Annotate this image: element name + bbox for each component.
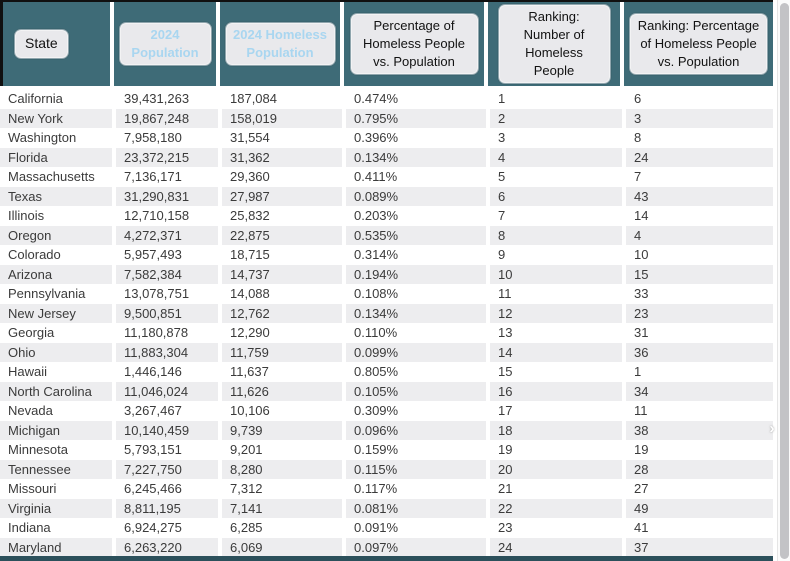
cell-rank-number: 17 bbox=[490, 401, 622, 421]
cell-percentage: 0.089% bbox=[346, 187, 486, 207]
cell-percentage: 0.091% bbox=[346, 518, 486, 538]
table-row bbox=[0, 284, 773, 304]
cell-rank-number: 19 bbox=[490, 440, 622, 460]
cell-state: Nevada bbox=[0, 401, 112, 421]
cell-rank-number: 12 bbox=[490, 304, 622, 324]
cell-percentage: 0.314% bbox=[346, 245, 486, 265]
cell-rank-percentage: 3 bbox=[626, 109, 773, 129]
table-row bbox=[0, 226, 773, 246]
cell-population: 19,867,248 bbox=[116, 109, 218, 129]
cell-percentage: 0.134% bbox=[346, 148, 486, 168]
population-column-header-button[interactable]: 2024 Population bbox=[119, 22, 212, 66]
cell-population: 4,272,371 bbox=[116, 226, 218, 246]
cell-percentage: 0.096% bbox=[346, 421, 486, 441]
cell-rank-percentage: 24 bbox=[626, 148, 773, 168]
cell-rank-percentage: 34 bbox=[626, 382, 773, 402]
cell-percentage: 0.134% bbox=[346, 304, 486, 324]
homeless-population-column-header-button[interactable]: 2024 Homeless Population bbox=[225, 22, 336, 66]
cell-population: 7,227,750 bbox=[116, 460, 218, 480]
cell-state: Minnesota bbox=[0, 440, 112, 460]
bottom-divider-bar bbox=[0, 556, 773, 561]
table-row bbox=[0, 538, 773, 558]
table-row bbox=[0, 362, 773, 382]
cell-rank-number: 24 bbox=[490, 538, 622, 558]
cell-homeless-population: 7,312 bbox=[222, 479, 342, 499]
cell-rank-number: 21 bbox=[490, 479, 622, 499]
cell-state: Washington bbox=[0, 128, 112, 148]
cell-homeless-population: 14,088 bbox=[222, 284, 342, 304]
table-row bbox=[0, 323, 773, 343]
table-row bbox=[0, 382, 773, 402]
cell-rank-percentage: 37 bbox=[626, 538, 773, 558]
cell-population: 13,078,751 bbox=[116, 284, 218, 304]
table-row bbox=[0, 343, 773, 363]
cell-percentage: 0.105% bbox=[346, 382, 486, 402]
cell-rank-number: 23 bbox=[490, 518, 622, 538]
cell-state: Arizona bbox=[0, 265, 112, 285]
cell-rank-number: 3 bbox=[490, 128, 622, 148]
cell-population: 11,180,878 bbox=[116, 323, 218, 343]
cell-population: 7,136,171 bbox=[116, 167, 218, 187]
cell-homeless-population: 8,280 bbox=[222, 460, 342, 480]
cell-state: Georgia bbox=[0, 323, 112, 343]
cell-percentage: 0.110% bbox=[346, 323, 486, 343]
cell-population: 31,290,831 bbox=[116, 187, 218, 207]
cell-rank-percentage: 6 bbox=[626, 89, 773, 109]
table-body bbox=[0, 89, 773, 557]
cell-rank-number: 11 bbox=[490, 284, 622, 304]
cell-rank-percentage: 23 bbox=[626, 304, 773, 324]
cell-percentage: 0.099% bbox=[346, 343, 486, 363]
cell-homeless-population: 9,739 bbox=[222, 421, 342, 441]
cell-population: 9,500,851 bbox=[116, 304, 218, 324]
cell-percentage: 0.396% bbox=[346, 128, 486, 148]
cell-percentage: 0.159% bbox=[346, 440, 486, 460]
cell-rank-number: 4 bbox=[490, 148, 622, 168]
cell-rank-percentage: 1 bbox=[626, 362, 773, 382]
table-row bbox=[0, 460, 773, 480]
table-row bbox=[0, 401, 773, 421]
cell-rank-percentage: 7 bbox=[626, 167, 773, 187]
cell-state: Pennsylvania bbox=[0, 284, 112, 304]
cell-percentage: 0.805% bbox=[346, 362, 486, 382]
cell-rank-percentage: 36 bbox=[626, 343, 773, 363]
cell-homeless-population: 187,084 bbox=[222, 89, 342, 109]
cell-rank-number: 6 bbox=[490, 187, 622, 207]
cell-rank-percentage: 38 bbox=[626, 421, 773, 441]
cell-rank-number: 8 bbox=[490, 226, 622, 246]
cell-population: 5,957,493 bbox=[116, 245, 218, 265]
cell-rank-percentage: 28 bbox=[626, 460, 773, 480]
table-row bbox=[0, 206, 773, 226]
cell-rank-number: 1 bbox=[490, 89, 622, 109]
cell-rank-percentage: 14 bbox=[626, 206, 773, 226]
cell-homeless-population: 22,875 bbox=[222, 226, 342, 246]
cell-homeless-population: 6,285 bbox=[222, 518, 342, 538]
table-row bbox=[0, 479, 773, 499]
cell-rank-number: 18 bbox=[490, 421, 622, 441]
cell-homeless-population: 27,987 bbox=[222, 187, 342, 207]
cell-rank-percentage: 27 bbox=[626, 479, 773, 499]
cell-population: 5,793,151 bbox=[116, 440, 218, 460]
cell-homeless-population: 12,762 bbox=[222, 304, 342, 324]
cell-rank-number: 13 bbox=[490, 323, 622, 343]
cell-population: 1,446,146 bbox=[116, 362, 218, 382]
cell-homeless-population: 6,069 bbox=[222, 538, 342, 558]
cell-population: 6,924,275 bbox=[116, 518, 218, 538]
cell-state: Oregon bbox=[0, 226, 112, 246]
cell-rank-percentage: 49 bbox=[626, 499, 773, 519]
cell-population: 11,883,304 bbox=[116, 343, 218, 363]
cell-state: Tennessee bbox=[0, 460, 112, 480]
cell-rank-number: 9 bbox=[490, 245, 622, 265]
cell-state: Florida bbox=[0, 148, 112, 168]
cell-rank-number: 15 bbox=[490, 362, 622, 382]
cell-percentage: 0.535% bbox=[346, 226, 486, 246]
cell-population: 6,245,466 bbox=[116, 479, 218, 499]
table-row bbox=[0, 109, 773, 129]
cell-state: Michigan bbox=[0, 421, 112, 441]
scrollbar-thumb[interactable] bbox=[780, 3, 789, 559]
table-header-row bbox=[0, 0, 773, 86]
table-row bbox=[0, 265, 773, 285]
cell-percentage: 0.115% bbox=[346, 460, 486, 480]
cell-homeless-population: 10,106 bbox=[222, 401, 342, 421]
cell-rank-percentage: 41 bbox=[626, 518, 773, 538]
header-col-rank-number bbox=[488, 2, 620, 86]
cell-homeless-population: 158,019 bbox=[222, 109, 342, 129]
cell-homeless-population: 11,626 bbox=[222, 382, 342, 402]
cell-rank-number: 7 bbox=[490, 206, 622, 226]
table-row bbox=[0, 148, 773, 168]
chevron-right-icon[interactable]: › bbox=[769, 420, 775, 437]
cell-population: 23,372,215 bbox=[116, 148, 218, 168]
vertical-scrollbar[interactable] bbox=[777, 0, 790, 561]
cell-percentage: 0.081% bbox=[346, 499, 486, 519]
cell-homeless-population: 11,637 bbox=[222, 362, 342, 382]
cell-rank-number: 2 bbox=[490, 109, 622, 129]
cell-percentage: 0.117% bbox=[346, 479, 486, 499]
cell-population: 8,811,195 bbox=[116, 499, 218, 519]
cell-homeless-population: 18,715 bbox=[222, 245, 342, 265]
cell-percentage: 0.203% bbox=[346, 206, 486, 226]
cell-rank-percentage: 11 bbox=[626, 401, 773, 421]
table-row bbox=[0, 518, 773, 538]
cell-percentage: 0.108% bbox=[346, 284, 486, 304]
cell-homeless-population: 25,832 bbox=[222, 206, 342, 226]
cell-population: 10,140,459 bbox=[116, 421, 218, 441]
percentage-column-header-button[interactable]: Percentage of Homeless People vs. Population bbox=[350, 13, 479, 76]
cell-rank-percentage: 31 bbox=[626, 323, 773, 343]
cell-homeless-population: 29,360 bbox=[222, 167, 342, 187]
cell-percentage: 0.411% bbox=[346, 167, 486, 187]
cell-population: 7,582,384 bbox=[116, 265, 218, 285]
cell-state: Colorado bbox=[0, 245, 112, 265]
table-row bbox=[0, 128, 773, 148]
cell-rank-percentage: 8 bbox=[626, 128, 773, 148]
header-col-rank-percentage bbox=[624, 2, 773, 86]
cell-rank-number: 16 bbox=[490, 382, 622, 402]
cell-rank-percentage: 10 bbox=[626, 245, 773, 265]
table-row bbox=[0, 167, 773, 187]
cell-state: Ohio bbox=[0, 343, 112, 363]
cell-state: Virginia bbox=[0, 499, 112, 519]
cell-percentage: 0.474% bbox=[346, 89, 486, 109]
cell-population: 12,710,158 bbox=[116, 206, 218, 226]
table-row bbox=[0, 440, 773, 460]
cell-percentage: 0.795% bbox=[346, 109, 486, 129]
cell-state: New Jersey bbox=[0, 304, 112, 324]
cell-state: North Carolina bbox=[0, 382, 112, 402]
header-col-homeless-population bbox=[220, 2, 340, 86]
cell-population: 7,958,180 bbox=[116, 128, 218, 148]
cell-state: Massachusetts bbox=[0, 167, 112, 187]
cell-state: Maryland bbox=[0, 538, 112, 558]
cell-state: Missouri bbox=[0, 479, 112, 499]
state-column-header-button[interactable]: State bbox=[14, 29, 69, 59]
cell-percentage: 0.194% bbox=[346, 265, 486, 285]
cell-state: New York bbox=[0, 109, 112, 129]
cell-population: 6,263,220 bbox=[116, 538, 218, 558]
table-row bbox=[0, 304, 773, 324]
cell-population: 3,267,467 bbox=[116, 401, 218, 421]
cell-rank-number: 5 bbox=[490, 167, 622, 187]
cell-rank-percentage: 15 bbox=[626, 265, 773, 285]
cell-rank-number: 20 bbox=[490, 460, 622, 480]
header-col-population bbox=[114, 2, 216, 86]
cell-homeless-population: 12,290 bbox=[222, 323, 342, 343]
table-row bbox=[0, 499, 773, 519]
rank-number-column-header-button[interactable]: Ranking: Number of Homeless People bbox=[498, 4, 611, 85]
table-row bbox=[0, 421, 773, 441]
cell-homeless-population: 31,362 bbox=[222, 148, 342, 168]
cell-homeless-population: 11,759 bbox=[222, 343, 342, 363]
cell-rank-percentage: 19 bbox=[626, 440, 773, 460]
table-row bbox=[0, 245, 773, 265]
header-col-percentage bbox=[344, 2, 484, 86]
cell-state: Illinois bbox=[0, 206, 112, 226]
cell-population: 11,046,024 bbox=[116, 382, 218, 402]
cell-homeless-population: 9,201 bbox=[222, 440, 342, 460]
table-row bbox=[0, 187, 773, 207]
cell-percentage: 0.097% bbox=[346, 538, 486, 558]
cell-rank-percentage: 4 bbox=[626, 226, 773, 246]
cell-percentage: 0.309% bbox=[346, 401, 486, 421]
cell-state: Texas bbox=[0, 187, 112, 207]
table-row bbox=[0, 89, 773, 109]
cell-state: California bbox=[0, 89, 112, 109]
cell-rank-percentage: 43 bbox=[626, 187, 773, 207]
cell-rank-number: 14 bbox=[490, 343, 622, 363]
cell-state: Indiana bbox=[0, 518, 112, 538]
cell-homeless-population: 7,141 bbox=[222, 499, 342, 519]
cell-homeless-population: 14,737 bbox=[222, 265, 342, 285]
cell-rank-number: 22 bbox=[490, 499, 622, 519]
cell-rank-number: 10 bbox=[490, 265, 622, 285]
cell-population: 39,431,263 bbox=[116, 89, 218, 109]
cell-state: Hawaii bbox=[0, 362, 112, 382]
cell-homeless-population: 31,554 bbox=[222, 128, 342, 148]
header-col-state bbox=[3, 2, 110, 86]
rank-percentage-column-header-button[interactable]: Ranking: Percentage of Homeless People vs. Population bbox=[629, 13, 768, 76]
cell-rank-percentage: 33 bbox=[626, 284, 773, 304]
